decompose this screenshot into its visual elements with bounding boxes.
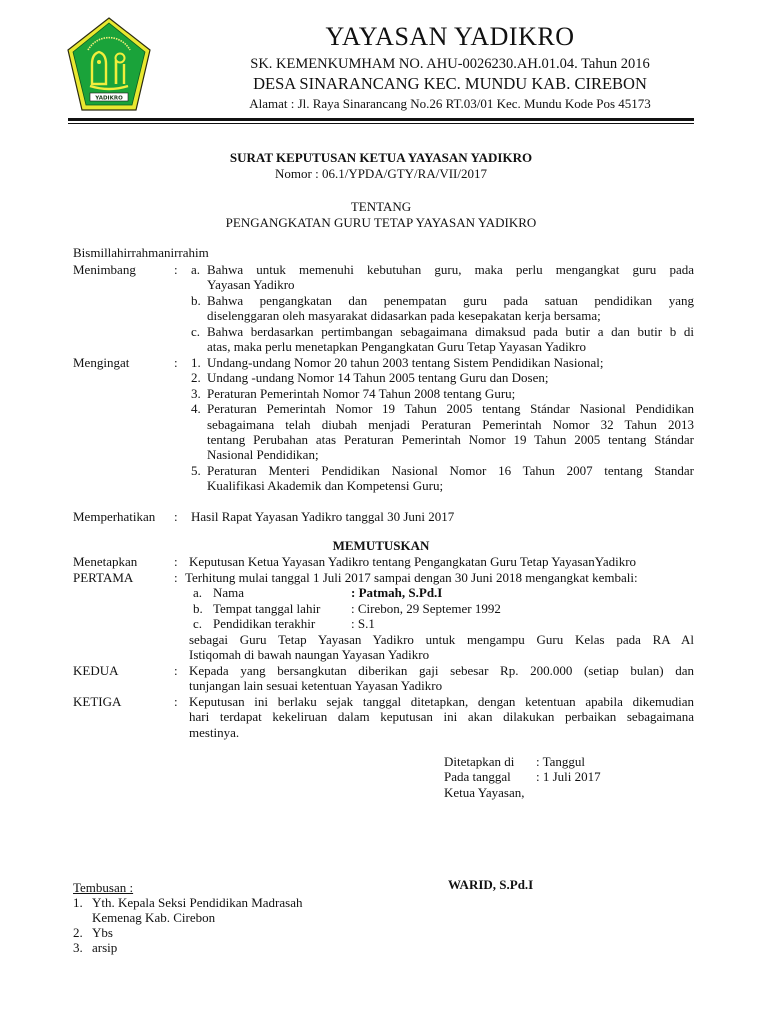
tembusan-item: Ybs bbox=[92, 925, 113, 940]
memperhatikan-text: Hasil Rapat Yayasan Yadikro tanggal 30 Juni 2017 bbox=[191, 509, 455, 524]
pertama-closing-line: Istiqomah di bawah naungan Yayasan Yadikro bbox=[189, 647, 430, 662]
field-marker: a. bbox=[193, 585, 203, 600]
kedua-label: KEDUA bbox=[73, 663, 119, 678]
memutuskan-heading: MEMUTUSKAN bbox=[332, 538, 430, 553]
kedua-line: tunjangan lain sesuai ketentuan Yayasan Yadikro bbox=[189, 678, 443, 693]
address-line: Alamat : Jl. Raya Sinarancang No.26 RT.03/01 Kec. Mundu Kode Pos 45173 bbox=[249, 96, 651, 111]
village-line: DESA SINARANCANG KEC. MUNDU KAB. CIREBON bbox=[253, 74, 647, 93]
ketiga-line: Keputusan ini berlaku sejak tanggal ditetapkan, dengan ketentuan apabila dikemudian bbox=[189, 694, 694, 709]
mengingat-colon: : bbox=[174, 355, 178, 370]
list-marker: 4. bbox=[191, 401, 201, 416]
date-value: : 1 Juli 2017 bbox=[536, 769, 601, 784]
decree-number: Nomor : 06.1/YPDA/GTY/RA/VII/2017 bbox=[275, 166, 487, 181]
field-label-birth: Tempat tanggal lahir bbox=[213, 601, 321, 616]
list-item-line: Undang -undang Nomor 14 Tahun 2005 tentang Guru dan Dosen; bbox=[207, 370, 549, 385]
registration-number: SK. KEMENKUMHAM NO. AHU-0026230.AH.01.04. Tahun 2016 bbox=[250, 56, 650, 72]
pertama-label: PERTAMA bbox=[73, 570, 134, 585]
list-item-line: atas, maka perlu menetapkan Pengangkatan Guru Tetap Yayasan Yadikro bbox=[207, 339, 587, 354]
list-item-line: Bahwa untuk memenuhi kebutuhan guru, maka perlu mengangkat guru pada bbox=[207, 262, 694, 277]
tembusan-item: Kemenag Kab. Cirebon bbox=[92, 910, 216, 925]
menetapkan-colon: : bbox=[174, 554, 178, 569]
list-item-line: Peraturan Pemerintah Nomor 74 Tahun 2008 tentang Guru; bbox=[207, 386, 516, 401]
list-marker: 5. bbox=[191, 463, 201, 478]
tembusan-marker: 1. bbox=[73, 895, 83, 910]
list-item-line: Peraturan Menteri Pendidikan Nasional Nomor 16 Tahun 2007 tentang Standar bbox=[207, 463, 694, 478]
place-label: Ditetapkan di bbox=[444, 754, 515, 769]
ketiga-line: mestinya. bbox=[189, 725, 240, 740]
yadikro-logo-icon bbox=[66, 16, 152, 114]
svg-text:YADIKRO: YADIKRO bbox=[95, 95, 123, 102]
tembusan-marker: 3. bbox=[73, 940, 83, 955]
menetapkan-text: Keputusan Ketua Yayasan Yadikro tentang Pengangkatan Guru Tetap YayasanYadikro bbox=[189, 554, 637, 569]
list-marker: 1. bbox=[191, 355, 201, 370]
menetapkan-label: Menetapkan bbox=[73, 554, 138, 569]
tembusan-item: Yth. Kepala Seksi Pendidikan Madrasah bbox=[92, 895, 303, 910]
list-item-line: tentang Perubahan atas Peraturan Pemerintah Nomor 19 Tahun 2005 tentang Stándar bbox=[207, 432, 694, 447]
letterhead-rule-thin bbox=[68, 123, 694, 124]
field-label-education: Pendidikan terakhir bbox=[213, 616, 316, 631]
list-item-line: Nasional Pendidikan; bbox=[207, 447, 319, 462]
field-value-education: : S.1 bbox=[351, 616, 375, 631]
organization-name: YAYASAN YADIKRO bbox=[325, 22, 575, 51]
signatory-role: Ketua Yayasan, bbox=[444, 785, 525, 800]
about-label: TENTANG bbox=[350, 199, 412, 214]
tembusan-item: arsip bbox=[92, 940, 118, 955]
list-item-line: Peraturan Pemerintah Nomor 19 Tahun 2005 tentang Stándar Nasional Pendidikan bbox=[207, 401, 694, 416]
ketiga-label: KETIGA bbox=[73, 694, 122, 709]
list-item-line: Kualifikasi Akademik dan Kompetensi Guru; bbox=[207, 478, 444, 493]
list-item-line: sebagaimana telah diubah menjadi Peraturan Pemerintah Nomor 32 Tahun 2013 bbox=[207, 417, 694, 432]
opening-bismillah: Bismillahirrahmanirrahim bbox=[73, 245, 209, 260]
decree-heading: SURAT KEPUTUSAN KETUA YAYASAN YADIKRO bbox=[229, 150, 533, 165]
ketiga-colon: : bbox=[174, 694, 178, 709]
kedua-line: Kepada yang bersangkutan diberikan gaji sebesar Rp. 200.000 (setiap bulan) dan bbox=[189, 663, 694, 678]
list-marker: 2. bbox=[191, 370, 201, 385]
pertama-colon: : bbox=[174, 570, 178, 585]
list-marker: c. bbox=[191, 324, 201, 339]
field-value-nama: : Patmah, S.Pd.I bbox=[351, 585, 443, 600]
tembusan-title: Tembusan : bbox=[73, 880, 134, 895]
list-item-line: Yayasan Yadikro bbox=[207, 277, 295, 292]
field-label-nama: Nama bbox=[213, 585, 245, 600]
memperhatikan-label: Memperhatikan bbox=[73, 509, 156, 524]
pertama-text: Terhitung mulai tanggal 1 Juli 2017 sampai dengan 30 Juni 2018 mengangkat kembali: bbox=[185, 570, 638, 585]
list-item-line: diselenggaran oleh masyarakat didasarkan pada kesepakatan kerja bersama; bbox=[207, 308, 601, 323]
field-value-birth: : Cirebon, 29 Septemer 1992 bbox=[351, 601, 501, 616]
menimbang-label: Menimbang bbox=[73, 262, 136, 277]
place-value: : Tanggul bbox=[536, 754, 586, 769]
list-item-line: Undang-undang Nomor 20 tahun 2003 tentang Sistem Pendidikan Nasional; bbox=[207, 355, 604, 370]
memperhatikan-colon: : bbox=[174, 509, 178, 524]
ketiga-line: hari terdapat kekeliruan dalam keputusan ini akan dilakukan perbaikan sebagaimana bbox=[189, 709, 694, 724]
about-subject: PENGANGKATAN GURU TETAP YAYASAN YADIKRO bbox=[225, 215, 537, 230]
list-item-line: Bahwa pengangkatan dan penempatan guru pada satuan pendidikan yang bbox=[207, 293, 694, 308]
date-label: Pada tanggal bbox=[444, 769, 511, 784]
list-item-line: Bahwa berdasarkan pertimbangan sebagaimana dimaksud pada butir a dan butir b di bbox=[207, 324, 694, 339]
tembusan-marker: 2. bbox=[73, 925, 83, 940]
menimbang-colon: : bbox=[174, 262, 178, 277]
list-marker: a. bbox=[191, 262, 201, 277]
signatory-name: WARID, S.Pd.I bbox=[448, 877, 534, 892]
letterhead-rule-thick bbox=[68, 118, 694, 121]
list-marker: 3. bbox=[191, 386, 201, 401]
field-marker: b. bbox=[193, 601, 203, 616]
field-marker: c. bbox=[193, 616, 203, 631]
mengingat-label: Mengingat bbox=[73, 355, 130, 370]
kedua-colon: : bbox=[174, 663, 178, 678]
list-marker: b. bbox=[191, 293, 201, 308]
pertama-closing-line: sebagai Guru Tetap Yayasan Yadikro untuk mengampu Guru Kelas pada RA Al bbox=[189, 632, 694, 647]
